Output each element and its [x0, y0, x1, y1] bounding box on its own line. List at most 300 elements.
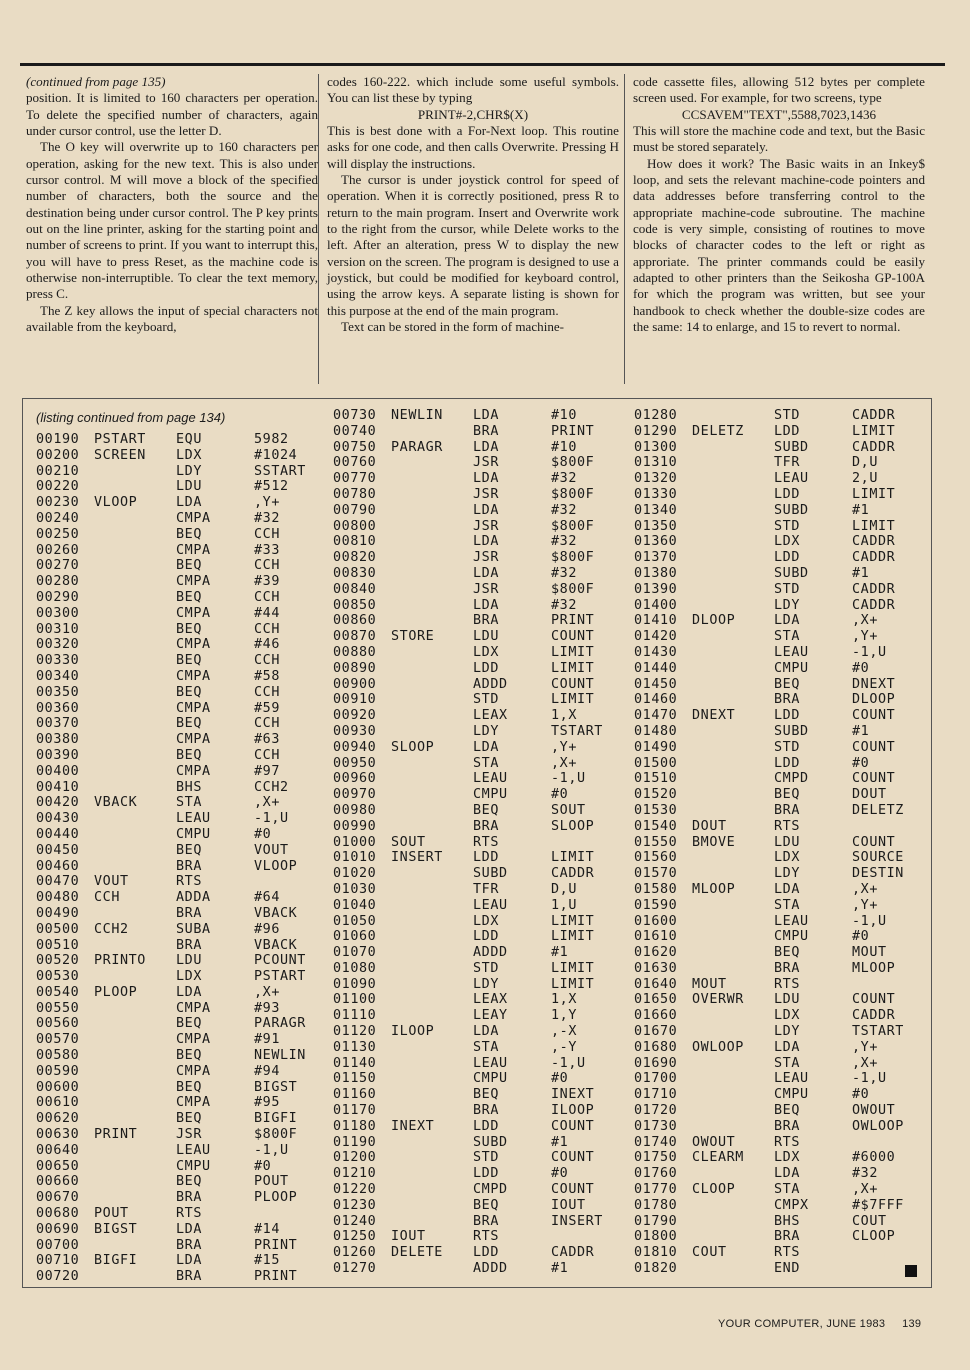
code-operand: ,X+ — [852, 1182, 878, 1198]
code-opcode: STD — [473, 692, 499, 708]
line-number: 00760 — [333, 455, 377, 471]
code-operand: ,-Y — [551, 1039, 577, 1055]
code-opcode: LDU — [176, 479, 202, 495]
line-number: 01260 — [333, 1245, 377, 1261]
line-number: 00280 — [36, 574, 80, 590]
line-number: 01400 — [634, 597, 678, 613]
line-number: 00330 — [36, 653, 80, 669]
line-number: 00200 — [36, 447, 80, 463]
code-opcode: LDA — [176, 1221, 202, 1237]
line-number: 00700 — [36, 1237, 80, 1253]
code-operand: ,X+ — [852, 881, 878, 897]
code-operand: VOUT — [254, 842, 289, 858]
line-number: 00520 — [36, 953, 80, 969]
code-opcode: CMPA — [176, 542, 211, 558]
code-operand: INSERT — [551, 1213, 603, 1229]
code-opcode: BEQ — [774, 1103, 800, 1119]
code-opcode: LDD — [774, 708, 800, 724]
code-operand: #91 — [254, 1032, 280, 1048]
line-number: 01280 — [634, 408, 678, 423]
code-opcode: LDA — [473, 408, 499, 423]
code-opcode: CMPA — [176, 510, 211, 526]
code-opcode: BEQ — [176, 1079, 202, 1095]
code-operand: DELETZ — [852, 802, 904, 818]
line-number: 00190 — [36, 432, 80, 447]
line-number: 01170 — [333, 1103, 377, 1119]
publication-line: YOUR COMPUTER, JUNE 1983 — [718, 1318, 886, 1330]
line-number: 00400 — [36, 763, 80, 779]
code-operand: ,Y+ — [852, 897, 878, 913]
code-opcode: CMPD — [473, 1182, 508, 1198]
code-opcode: BEQ — [176, 1174, 202, 1190]
line-number: 01380 — [634, 565, 678, 581]
code-operand: ,X+ — [551, 755, 577, 771]
code-opcode: LDA — [473, 597, 499, 613]
line-number: 00530 — [36, 969, 80, 985]
code-operand: $800F — [551, 518, 595, 534]
code-label: INEXT — [391, 1118, 435, 1134]
article-column-1 — [26, 74, 318, 336]
code-operand: #0 — [551, 1071, 569, 1087]
code-label: CLOOP — [692, 1182, 736, 1198]
code-operand: $800F — [551, 486, 595, 502]
code-operand: CCH — [254, 621, 280, 637]
code-opcode: BEQ — [176, 526, 202, 542]
paragraph: position. It is limited to 160 characters per operation. To delete the specified number of characters, again under cursor control, use the letter D. — [26, 90, 318, 139]
code-operand: LIMIT — [852, 423, 896, 439]
line-number: 01460 — [634, 692, 678, 708]
code-opcode: LDX — [473, 644, 499, 660]
line-number: 01330 — [634, 486, 678, 502]
code-label: DOUT — [692, 818, 727, 834]
code-opcode: JSR — [473, 550, 499, 566]
code-label: PARAGR — [391, 439, 443, 455]
line-number: 01670 — [634, 1024, 678, 1040]
code-operand: $800F — [551, 581, 595, 597]
line-number: 01710 — [634, 1087, 678, 1103]
code-opcode: CMPA — [176, 574, 211, 590]
line-number: 00510 — [36, 937, 80, 953]
code-operand: COUNT — [852, 708, 896, 724]
code-opcode: BRA — [774, 802, 800, 818]
code-operand: 1,X — [551, 708, 577, 724]
code-operand: #95 — [254, 1095, 280, 1111]
code-opcode: LDA — [473, 534, 499, 550]
line-number: 01480 — [634, 723, 678, 739]
code-opcode: CMPU — [176, 826, 211, 842]
code-operand: #0 — [254, 826, 272, 842]
code-opcode: STD — [774, 581, 800, 597]
code-opcode: LDD — [774, 755, 800, 771]
code-operand: #32 — [551, 597, 577, 613]
line-number: 01160 — [333, 1087, 377, 1103]
code-opcode: STA — [473, 755, 499, 771]
code-label: CLEARM — [692, 1150, 744, 1166]
page-footer — [718, 1318, 921, 1330]
line-number: 01100 — [333, 992, 377, 1008]
line-number: 01220 — [333, 1182, 377, 1198]
code-opcode: LDX — [774, 850, 800, 866]
code-opcode: BRA — [176, 1269, 202, 1285]
line-number: 01150 — [333, 1071, 377, 1087]
line-number: 01600 — [634, 913, 678, 929]
code-operand: LIMIT — [852, 486, 896, 502]
line-number: 00840 — [333, 581, 377, 597]
line-number: 00770 — [333, 471, 377, 487]
code-opcode: LDA — [473, 471, 499, 487]
line-number: 01560 — [634, 850, 678, 866]
code-operand: ILOOP — [551, 1103, 595, 1119]
code-operand: $800F — [551, 550, 595, 566]
line-number: 01230 — [333, 1197, 377, 1213]
line-number: 01180 — [333, 1118, 377, 1134]
code-operand: CADDR — [852, 1008, 896, 1024]
code-opcode: LDX — [774, 534, 800, 550]
line-number: 00820 — [333, 550, 377, 566]
code-operand: ,X+ — [852, 613, 878, 629]
line-number: 01510 — [634, 771, 678, 787]
code-opcode: BEQ — [176, 842, 202, 858]
code-operand: VBACK — [254, 937, 298, 953]
code-operand: #44 — [254, 605, 280, 621]
code-opcode: LDD — [774, 550, 800, 566]
code-opcode: STA — [774, 629, 800, 645]
code-operand: #96 — [254, 921, 280, 937]
code-label: DELETZ — [692, 423, 744, 439]
code-operand: BIGST — [254, 1079, 298, 1095]
line-number: 00210 — [36, 463, 80, 479]
paragraph: code cassette files, allowing 512 bytes per complete screen used. For example, for two screens, type — [633, 74, 925, 106]
code-operand: #94 — [254, 1063, 280, 1079]
code-opcode: BEQ — [176, 653, 202, 669]
code-label: DELETE — [391, 1245, 443, 1261]
code-operand: #33 — [254, 542, 280, 558]
line-number: 00660 — [36, 1174, 80, 1190]
code-label: VBACK — [94, 795, 138, 811]
code-opcode: RTS — [774, 976, 800, 992]
code-opcode: LDA — [473, 439, 499, 455]
code-opcode: BRA — [774, 692, 800, 708]
line-number: 00230 — [36, 495, 80, 511]
line-number: 00420 — [36, 795, 80, 811]
code-label: DNEXT — [692, 708, 736, 724]
code-opcode: CMPU — [774, 1087, 809, 1103]
code-opcode: LDA — [473, 739, 499, 755]
code-operand: NEWLIN — [254, 1048, 306, 1064]
code-opcode: LEAU — [473, 897, 508, 913]
code-operand: LIMIT — [551, 644, 595, 660]
code-operand: ,X+ — [254, 795, 280, 811]
code-opcode: BRA — [473, 1213, 499, 1229]
code-opcode: JSR — [473, 581, 499, 597]
line-number: 00680 — [36, 1206, 80, 1222]
line-number: 00430 — [36, 811, 80, 827]
code-opcode: BHS — [176, 779, 202, 795]
code-opcode: LEAU — [176, 811, 211, 827]
code-opcode: RTS — [176, 1206, 202, 1222]
code-opcode: STA — [774, 897, 800, 913]
line-number: 00630 — [36, 1127, 80, 1143]
line-number: 01520 — [634, 787, 678, 803]
code-opcode: LDY — [774, 866, 800, 882]
listing-continuation-note: (listing continued from page 134) — [36, 410, 226, 425]
line-number: 01360 — [634, 534, 678, 550]
code-label: CCH — [94, 890, 120, 906]
code-operand: POUT — [254, 1174, 289, 1190]
line-number: 01580 — [634, 881, 678, 897]
line-number: 01450 — [634, 676, 678, 692]
code-operand: #14 — [254, 1221, 280, 1237]
line-number: 01060 — [333, 929, 377, 945]
line-number: 01660 — [634, 1008, 678, 1024]
code-operand: MLOOP — [852, 960, 896, 976]
code-operand: #32 — [551, 471, 577, 487]
line-number: 00870 — [333, 629, 377, 645]
code-opcode: CMPX — [774, 1197, 809, 1213]
line-number: 00670 — [36, 1190, 80, 1206]
code-operand: #64 — [254, 890, 280, 906]
column-divider — [624, 74, 625, 384]
code-operand: CCH — [254, 589, 280, 605]
code-opcode: CMPU — [176, 1158, 211, 1174]
line-number: 00360 — [36, 700, 80, 716]
line-number: 00980 — [333, 802, 377, 818]
line-number: 01040 — [333, 897, 377, 913]
code-opcode: BEQ — [473, 1197, 499, 1213]
line-number: 00790 — [333, 502, 377, 518]
line-number: 00800 — [333, 518, 377, 534]
code-operand: CADDR — [551, 866, 595, 882]
line-number: 01500 — [634, 755, 678, 771]
code-opcode: BEQ — [176, 589, 202, 605]
code-label: SOUT — [391, 834, 426, 850]
code-operand: TSTART — [551, 723, 603, 739]
code-operand: #32 — [551, 502, 577, 518]
line-number: 00960 — [333, 771, 377, 787]
code-operand: ,Y+ — [254, 495, 280, 511]
code-operand: SLOOP — [551, 818, 595, 834]
code-label: STORE — [391, 629, 435, 645]
code-opcode: LDD — [473, 850, 499, 866]
code-operand: #32 — [852, 1166, 878, 1182]
code-opcode: EQU — [176, 432, 202, 447]
code-opcode: LDY — [473, 976, 499, 992]
code-operand: CCH — [254, 558, 280, 574]
code-label: BIGFI — [94, 1253, 138, 1269]
line-number: 00260 — [36, 542, 80, 558]
code-operand: ,X+ — [852, 1055, 878, 1071]
code-operand: PSTART — [254, 969, 306, 985]
code-opcode: BEQ — [774, 676, 800, 692]
code-opcode: RTS — [774, 1245, 800, 1261]
line-number: 01440 — [634, 660, 678, 676]
line-number: 01030 — [333, 881, 377, 897]
code-operand: 1,U — [551, 897, 577, 913]
code-opcode: LDA — [176, 495, 202, 511]
code-opcode: STD — [473, 960, 499, 976]
code-operand: CADDR — [852, 408, 896, 423]
code-label: OWLOOP — [692, 1039, 744, 1055]
code-operand: LIMIT — [551, 929, 595, 945]
code-operand: CCH2 — [254, 779, 289, 795]
code-opcode: LDU — [774, 834, 800, 850]
code-opcode: BEQ — [176, 558, 202, 574]
code-operand: CADDR — [852, 550, 896, 566]
code-operand: CCH — [254, 653, 280, 669]
paragraph: The cursor is under joystick control for speed of operation. When it is correctly positioned, press R to return to the main program. Insert and Overwrite work to the right from the cursor, while Delete works to the left. After an alteration, press W to display the new version on the screen. The program is designed to use a joystick, but could be modified for keyboard control, using the arrow keys. A separate listing is shown for this purpose at the end of the main program. — [327, 172, 619, 318]
code-operand: #1 — [852, 502, 870, 518]
paragraph: CCSAVEM"TEXT",5588,7023,1436 — [681, 106, 877, 122]
column-divider — [318, 74, 319, 384]
code-label: POUT — [94, 1206, 129, 1222]
line-number: 00460 — [36, 858, 80, 874]
line-number: 01690 — [634, 1055, 678, 1071]
code-opcode: LDD — [473, 929, 499, 945]
code-operand: #63 — [254, 732, 280, 748]
code-opcode: LEAU — [774, 913, 809, 929]
code-opcode: BEQ — [774, 945, 800, 961]
code-opcode: LDX — [176, 969, 202, 985]
line-number: 00910 — [333, 692, 377, 708]
code-label: MOUT — [692, 976, 727, 992]
code-opcode: CMPU — [774, 660, 809, 676]
line-number: 00880 — [333, 644, 377, 660]
code-operand: CADDR — [852, 534, 896, 550]
line-number: 01240 — [333, 1213, 377, 1229]
code-opcode: LDY — [774, 597, 800, 613]
article-column-2 — [327, 74, 619, 336]
code-operand: ,Y+ — [852, 629, 878, 645]
article-column-3 — [633, 74, 925, 336]
line-number: 00710 — [36, 1253, 80, 1269]
code-operand: BIGFI — [254, 1111, 298, 1127]
line-number: 01130 — [333, 1039, 377, 1055]
code-operand: #1 — [852, 565, 870, 581]
line-number: 00850 — [333, 597, 377, 613]
code-opcode: BEQ — [176, 716, 202, 732]
paragraph: PRINT#-2,CHR$(X) — [417, 106, 529, 122]
code-operand: IOUT — [551, 1197, 586, 1213]
code-operand: #$7FFF — [852, 1197, 904, 1213]
code-operand: ,Y+ — [852, 1039, 878, 1055]
code-operand: #6000 — [852, 1150, 896, 1166]
line-number: 00920 — [333, 708, 377, 724]
code-opcode: BRA — [176, 937, 202, 953]
line-number: 01550 — [634, 834, 678, 850]
code-operand: COUNT — [551, 629, 595, 645]
line-number: 01730 — [634, 1118, 678, 1134]
code-operand: INEXT — [551, 1087, 595, 1103]
code-operand: ,-X — [551, 1024, 577, 1040]
line-number: 00600 — [36, 1079, 80, 1095]
line-number: 00900 — [333, 676, 377, 692]
line-number: 00810 — [333, 534, 377, 550]
code-operand: #15 — [254, 1253, 280, 1269]
code-opcode: LDY — [473, 723, 499, 739]
line-number: 01820 — [634, 1261, 678, 1277]
code-label: VOUT — [94, 874, 129, 890]
code-opcode: SUBD — [774, 723, 809, 739]
line-number: 00750 — [333, 439, 377, 455]
code-opcode: RTS — [473, 1229, 499, 1245]
code-opcode: ADDD — [473, 1261, 508, 1277]
line-number: 01410 — [634, 613, 678, 629]
code-opcode: CMPA — [176, 1063, 211, 1079]
code-opcode: LEAX — [473, 708, 508, 724]
code-operand: COUNT — [551, 1182, 595, 1198]
code-operand: PRINT — [254, 1269, 298, 1285]
line-number: 01430 — [634, 644, 678, 660]
line-number: 00300 — [36, 605, 80, 621]
code-opcode: BEQ — [176, 1048, 202, 1064]
code-label: PLOOP — [94, 984, 138, 1000]
line-number: 01090 — [333, 976, 377, 992]
line-number: 00940 — [333, 739, 377, 755]
line-number: 00450 — [36, 842, 80, 858]
code-opcode: LDU — [473, 629, 499, 645]
code-operand: #93 — [254, 1000, 280, 1016]
code-opcode: BEQ — [176, 621, 202, 637]
code-operand: #0 — [551, 787, 569, 803]
code-operand: #58 — [254, 668, 280, 684]
code-opcode: LDD — [473, 1245, 499, 1261]
code-opcode: LDX — [473, 913, 499, 929]
line-number: 01050 — [333, 913, 377, 929]
line-number: 01120 — [333, 1024, 377, 1040]
line-number: 01110 — [333, 1008, 377, 1024]
code-operand: LIMIT — [551, 960, 595, 976]
line-number: 01640 — [634, 976, 678, 992]
code-label: NEWLIN — [391, 408, 443, 423]
line-number: 00650 — [36, 1158, 80, 1174]
code-opcode: BEQ — [176, 1016, 202, 1032]
line-number: 00890 — [333, 660, 377, 676]
line-number: 00560 — [36, 1016, 80, 1032]
code-opcode: BHS — [774, 1213, 800, 1229]
line-number: 01470 — [634, 708, 678, 724]
code-operand: CLOOP — [852, 1229, 896, 1245]
line-number: 01140 — [333, 1055, 377, 1071]
code-opcode: LDD — [774, 486, 800, 502]
code-operand: #10 — [551, 408, 577, 423]
code-opcode: STA — [774, 1182, 800, 1198]
page-number: 139 — [902, 1318, 922, 1330]
code-opcode: LDX — [774, 1150, 800, 1166]
code-operand: $800F — [551, 455, 595, 471]
line-number: 01270 — [333, 1261, 377, 1277]
code-opcode: LDA — [774, 613, 800, 629]
code-opcode: BRA — [176, 858, 202, 874]
code-opcode: CMPA — [176, 1000, 211, 1016]
code-operand: #1 — [852, 723, 870, 739]
code-label: OWOUT — [692, 1134, 736, 1150]
code-opcode: JSR — [176, 1127, 202, 1143]
code-opcode: BRA — [774, 1118, 800, 1134]
line-number: 00350 — [36, 684, 80, 700]
code-operand: VBACK — [254, 905, 298, 921]
line-number: 01390 — [634, 581, 678, 597]
code-label: OVERWR — [692, 992, 744, 1008]
line-number: 01420 — [634, 629, 678, 645]
code-opcode: BRA — [774, 1229, 800, 1245]
line-number: 00780 — [333, 486, 377, 502]
code-operand: LIMIT — [551, 850, 595, 866]
code-opcode: LDA — [473, 1024, 499, 1040]
line-number: 01610 — [634, 929, 678, 945]
line-number: 00930 — [333, 723, 377, 739]
code-label: SCREEN — [94, 447, 146, 463]
code-label: IOUT — [391, 1229, 426, 1245]
